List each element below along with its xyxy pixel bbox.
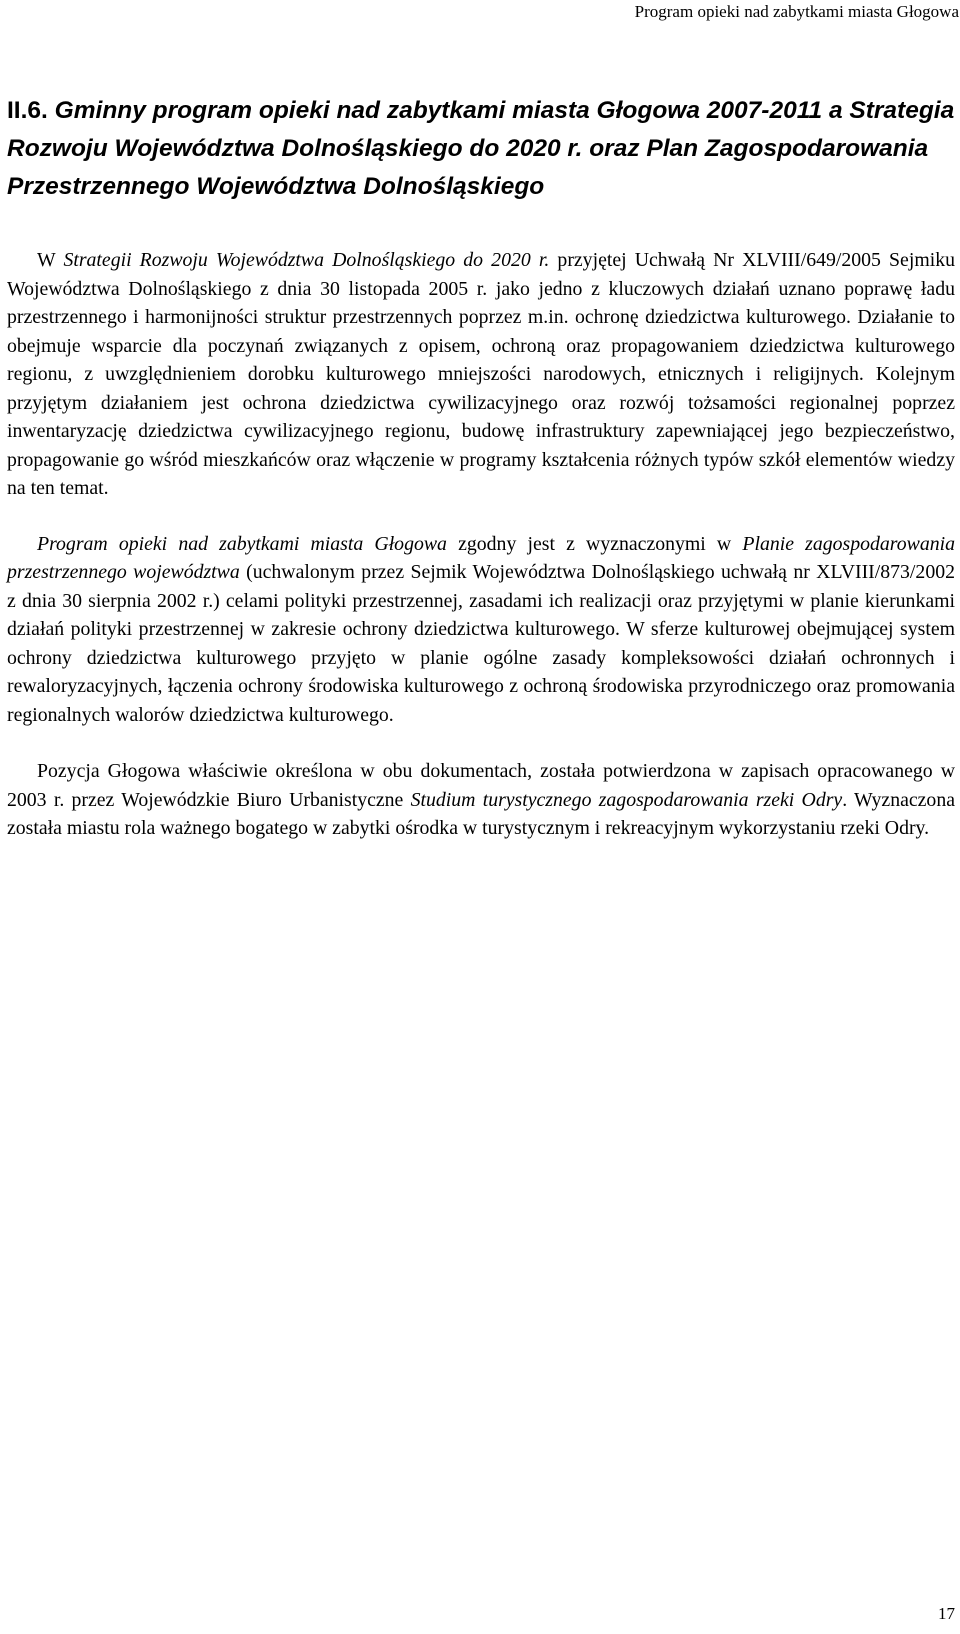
paragraph-text: przyjętej Uchwałą Nr XLVIII/649/2005 Sejmiku Województwa Dolnośląskiego z dnia 30 listopada 2005 r. jako jedno z kluczowych działań uznano poprawę ładu przestrzennego i harmonijności struktur przestrzennych poprzez m.in. ochronę dziedzictwa kulturowego. Działanie to obejmuje wsparcie dla poczynań związanych z opisem, ochroną oraz propagowaniem dziedzictwa kulturowego regionu, z uwzględnieniem dorobku kulturowego mniejszości narodowych, etnicznych i religijnych. Kolejnym przyjętym działaniem jest ochrona dziedzictwa cywilizacyjnego oraz rozwój tożsamości regionalnej poprzez inwentaryzację dziedzictwa cywilizacyjnego regionu, budowę infrastruktury zapewniającej jego bezpieczeństwo, propagowanie go wśród mieszkańców oraz włączenie w programy kształcenia różnych typów szkół elementów wiedzy na ten temat. [7,249,955,499]
paragraph-word: W [37,249,56,271]
page-number: 17 [938,1604,955,1623]
section-title: Gminny program opieki nad zabytkami miasta Głogowa 2007-2011 a Strategia Rozwoju Województwa Dolnośląskiego do 2020 r. oraz Plan Zagospodarowania Przestrzennego Województwa Dolnośląskiego [7,97,955,200]
section-number: II.6. [7,97,48,124]
study-title-italic: Studium turystycznego zagospodarowania rzeki Odry [410,788,843,811]
plan-title-italic: Planie zagospodarowania przestrzennego województwa [7,532,956,583]
running-header: Program opieki nad zabytkami miasta Głogowa [634,2,959,21]
paragraph-strategy [7,246,955,503]
paragraph-text: zgodny jest z wyznaczonymi w [458,532,732,555]
paragraph-text: (uchwalonym przez Sejmik Województwa Dolnośląskiego uchwałą nr XLVIII/873/2002 z dnia 30 sierpnia 2002 r.) celami polityki przestrzennej, zasadami ich realizacji oraz przyjętymi w planie kierunkami działań polityki przestrzennej w zakresie ochrony dziedzictwa kulturowego. W sferze kulturowej obejmującej system ochrony dziedzictwa kulturowego przyjęto w planie ogólne zasady kompleksowości działań ochronnych i rewaloryzacyjnych, łączenia ochrony środowiska kulturowego z ochroną środowiska przyrodniczego oraz promowania regionalnych walorów dziedzictwa kulturowego. [7,561,955,726]
paragraph-plan [7,530,955,730]
paragraph-text: . Wyznaczona została miastu rola ważnego bogatego w zabytki ośrodka w turystycznym i rekreacyjnym wykorzystaniu rzeki Odry. [7,788,955,839]
strategy-title-italic: Strategii Rozwoju Województwa Dolnośląskiego do 2020 r. [63,249,550,271]
paragraph-position [7,757,955,843]
page-content [7,92,955,843]
program-title-italic: Program opieki nad zabytkami miasta Głogowa [37,532,447,555]
paragraph-text: Pozycja Głogowa właściwie określona w obu dokumentach, została potwierdzona w zapisach opracowanego w 2003 r. przez Wojewódzkie Biuro Urbanistyczne [7,760,955,811]
section-heading [7,92,955,206]
